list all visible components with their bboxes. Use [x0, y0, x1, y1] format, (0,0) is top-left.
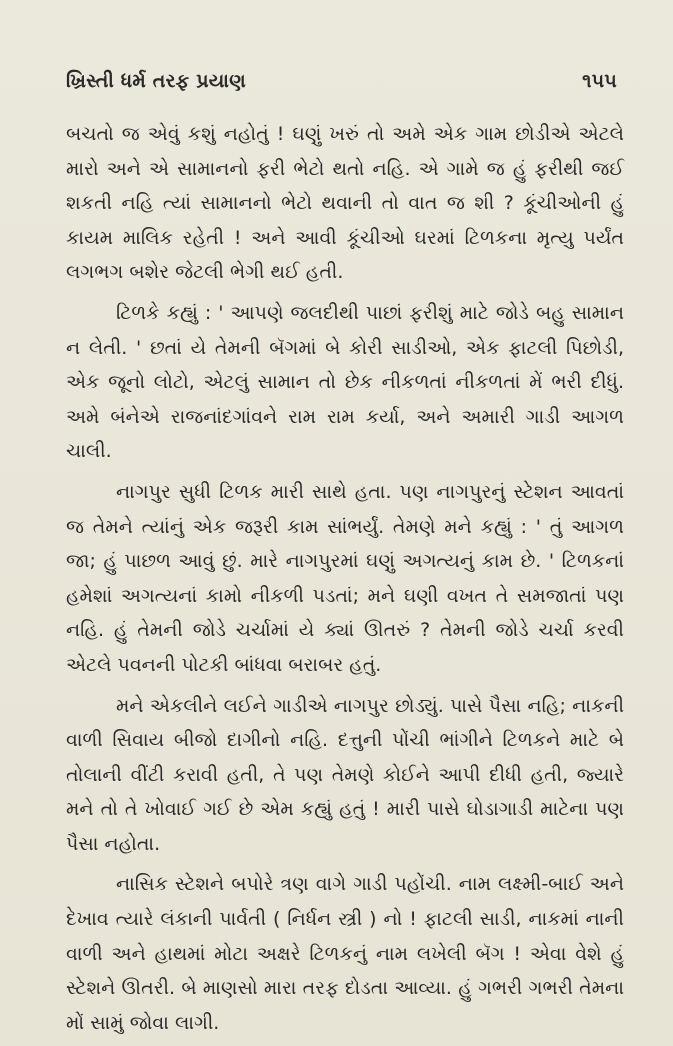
paragraph-4: મને એકલીને લઈને ગાડીએ નાગપુર છોડ્યું. પાસે પૈસા નહિ; નાકની વાળી સિવાય બીજો દાગીનો નહિ. દત્તુની પોંચી ભાંગીને ટિળકને માટે બે તોલાની વીંટી કરાવી હતી, તે પણ તેમણે કોઈને આપી દીધી હતી, જ્યારે મને તો તે ખોવાઈ ગઈ છે એમ કહ્યું હતું ! મારી પાસે ઘોડાગાડી માટેના પણ પૈસા નહોતા.: [66, 694, 624, 855]
paragraph-5: નાસિક સ્ટેશને બપોરે ત્રણ વાગે ગાડી પહોંચી. નામ લક્ષ્મી-બાઈ અને દેખાવ ત્યારે લંકાની પાર્વતી ( નિર્ધન સ્ત્રી ) નો ! ફાટલી સાડી, નાકમાં નાની વાળી અને હાથમાં મોટા અક્ષરે ટિળકનું નામ લખેલી બૅગ ! એવા વેશે હું સ્ટેશને ઊતરી. બે માણસો મારા તરફ દોડતા આવ્યા. હું ગભરી ગભરી તેમના મોં સામું જોવા લાગી.: [66, 873, 624, 1034]
page-body: [66, 117, 624, 1046]
running-header: [66, 70, 617, 100]
paragraph-3: નાગપુર સુધી ટિળક મારી સાથે હતા. પણ નાગપુરનું સ્ટેશન આવતાં જ તેમને ત્યાંનું એક જરૂરી કામ સાંભર્યું. તેમણે મને કહ્યું : ' તું આગળ જા; હું પાછળ આવું છું. મારે નાગપુરમાં ઘણું અગત્યનું કામ છે. ' ટિળકનાં હમેશાં અગત્યનાં કામો નીકળી પડતાં; મને ઘણી વખત તે સમજાતાં પણ નહિ. હું તેમની જોડે ચર્ચામાં યે ક્યાં ઊતરું ? તેમની જોડે ચર્ચા કરવી એટલે પવનની પોટકી બાંધવા બરાબર હતું.: [66, 480, 624, 676]
paragraph-2: ટિળકે કહ્યું : ' આપણે જલદીથી પાછાં ફરીશું માટે જોડે બહુ સામાન ન લેતી. ' છતાં યે તેમની બૅગમાં બે કોરી સાડીઓ, એક ફાટલી પિછોડી, એક જૂનો લોટો, એટલું સામાન તો છેક નીકળતાં નીકળતાં મેં ભરી દીધું. અમે બંનેએ રાજનાંદગાંવને રામ રામ કર્યા, અને અમારી ગાડી આગળ ચાલી.: [66, 301, 624, 463]
chapter-title: ખ્રિસ્તી ધર્મ તરફ પ્રયાણ: [66, 70, 246, 92]
page-number: ૧૫૫: [582, 70, 617, 92]
paragraph-1: બચતો જ એવું કશું નહોતું ! ઘણું ખરું તો અમે એક ગામ છોડીએ એટલે મારો અને એ સામાનનો ફરી ભેટો થતો નહિ. એ ગામે જ હું ફરીથી જઈ શકતી નહિ ત્યાં સામાનનો ભેટો થવાની તો વાત જ શી ? કૂંચીઓની હું કાયમ માલિક રહેતી ! અને આવી કૂંચીઓ ઘરમાં ટિળકના મૃત્યુ પર્યંત લગભગ બશેર જેટલી ભેગી થઈ હતી.: [66, 123, 624, 284]
